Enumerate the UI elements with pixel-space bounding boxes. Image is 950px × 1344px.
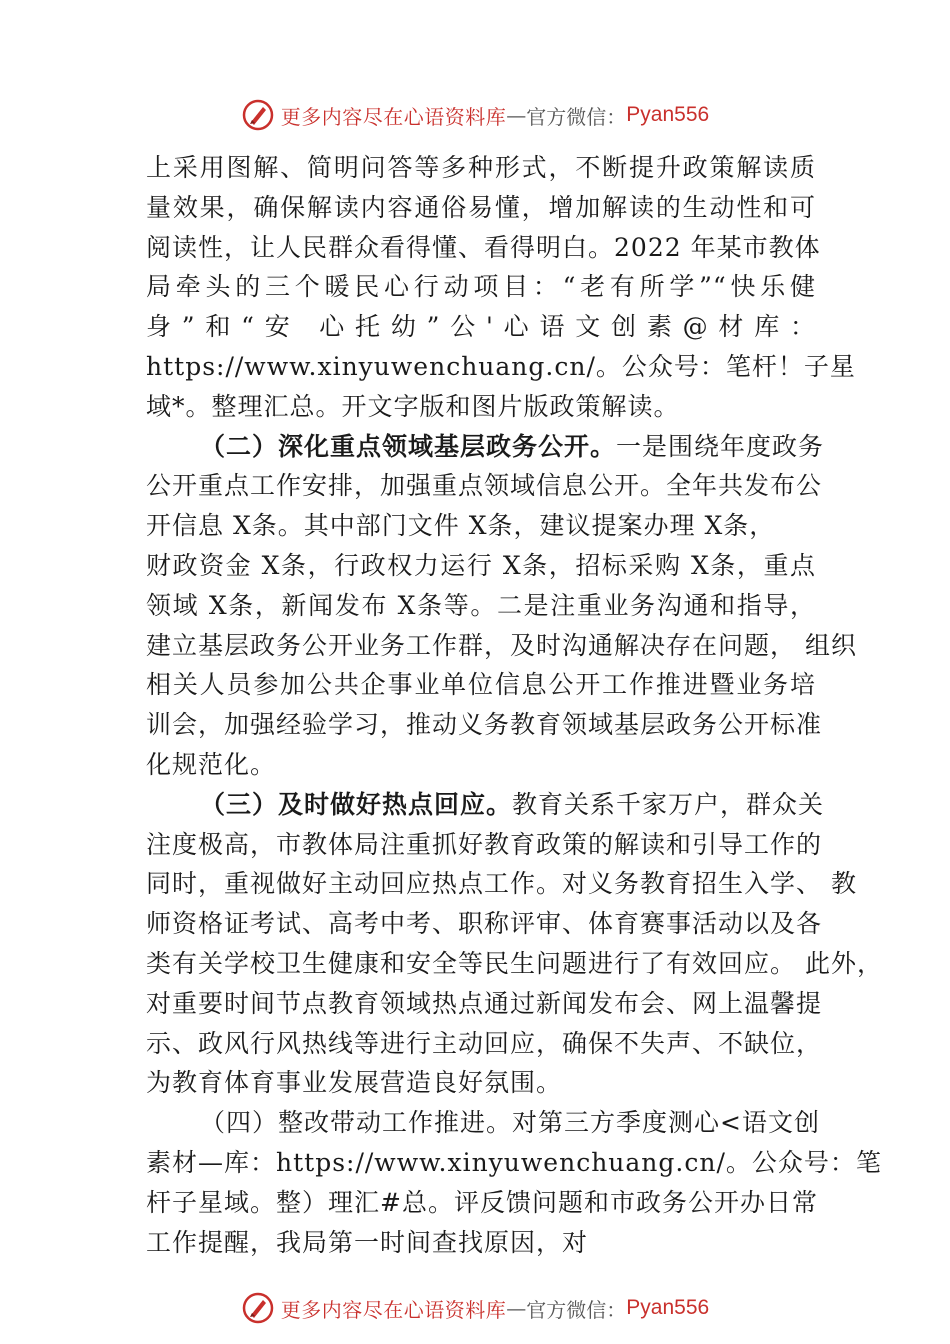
document-body <box>146 148 883 1262</box>
text-line: 量效果，确保解读内容通俗易懂，增加解读的生动性和可 <box>146 192 816 222</box>
text-line: 财政资金 X条，行政权力运行 X条，招标采购 X条，重点 <box>146 550 816 580</box>
section-marker: （二） <box>200 431 279 461</box>
text-line: 身”和“安 心托幼”公'心语文创素@材库： <box>146 312 816 342</box>
text-line: 建立基层政务公开业务工作群，及时沟通解决存在问题， 组织 <box>146 630 857 660</box>
text-span: 一是围绕年度政务 <box>616 431 825 461</box>
text-line: 上采用图解、简明问答等多种形式，不断提升政策解读质 <box>146 153 816 182</box>
banner-title: 更多内容尽在心语资料库 <box>280 104 507 129</box>
section-heading-four <box>146 1103 820 1143</box>
text-line: 师资格证考试、高考中考、职称评审、体育赛事活动以及各 <box>146 909 823 939</box>
text-line: 公开重点工作安排，加强重点领域信息公开。全年共发布公 <box>146 471 823 501</box>
text-line: 类有关学校卫生健康和安全等民生问题进行了有效回应。 此外， <box>146 948 883 978</box>
text-line: 训会，加强经验学习，推动义务教育领域基层政务公开标准 <box>146 710 823 740</box>
banner-title: 更多内容尽在心语资料库 <box>280 1297 507 1322</box>
text-line: 领域 X条，新闻发布 X条等。二是注重业务沟通和指导， <box>146 590 816 620</box>
text-span: 整改带动工作推进。对第三方季度测心<语文创 <box>278 1108 820 1138</box>
text-line: 开信息 X条。其中部门文件 X条，建议提案办理 X条， <box>146 511 776 541</box>
text-line: 局牵头的三个暖民心行动项目：“老有所学”“快乐健 <box>146 272 816 302</box>
section-title: 及时做好热点回应。 <box>278 789 513 819</box>
footer-banner <box>0 1288 950 1328</box>
text-line: 注度极高，市教体局注重抓好教育政策的解读和引导工作的 <box>146 829 823 859</box>
section-heading-three <box>146 785 825 825</box>
text-line: 阅读性，让人民群众看得懂、看得明白。2022 年某市教体 <box>146 232 821 262</box>
text-line: 工作提醒，我局第一时间查找原因，对 <box>146 1227 589 1257</box>
text-span: 教育关系千家万户，群众关 <box>512 789 825 819</box>
section-title: 深化重点领域基层政务公开。 <box>278 431 617 461</box>
text-line: 相关人员参加公共企事业单位信息公开工作推进暨业务培 <box>146 670 816 700</box>
pen-logo-icon <box>241 98 275 132</box>
banner-dash: — <box>506 103 527 127</box>
text-line: 同时，重视做好主动回应热点工作。对义务教育招生入学、 教 <box>146 869 857 899</box>
section-heading-two <box>146 427 825 467</box>
text-line: 对重要时间节点教育领域热点通过新闻发布会、网上温馨提 <box>146 988 823 1018</box>
section-marker: （四） <box>200 1108 279 1138</box>
banner-wechat-id: Pyan556 <box>626 1296 710 1319</box>
banner-wechat-id: Pyan556 <box>626 103 710 126</box>
header-banner <box>0 95 950 135</box>
text-line: 杆子星域。整）理汇#总。评反馈问题和市政务公开办日常 <box>146 1187 818 1217</box>
banner-label: 官方微信： <box>526 104 627 129</box>
text-line: https://www.xinyuwenchuang.cn/。公众号：笔杆！子星 <box>146 351 856 381</box>
text-line: 示、政风行风热线等进行主动回应，确保不失声、不缺位， <box>146 1028 823 1058</box>
banner-dash: — <box>506 1296 527 1320</box>
text-line: 为教育体育事业发展营造良好氛围。 <box>146 1068 563 1098</box>
text-line: 化规范化。 <box>146 749 277 779</box>
text-line: 域*。整理汇总。开文字版和图片版政策解读。 <box>146 391 680 421</box>
banner-label: 官方微信： <box>526 1297 627 1322</box>
pen-logo-icon <box>241 1291 275 1325</box>
text-line: 素材—库：https://www.xinyuwenchuang.cn/。公众号：笔 <box>146 1147 882 1177</box>
section-marker: （三） <box>200 789 279 819</box>
